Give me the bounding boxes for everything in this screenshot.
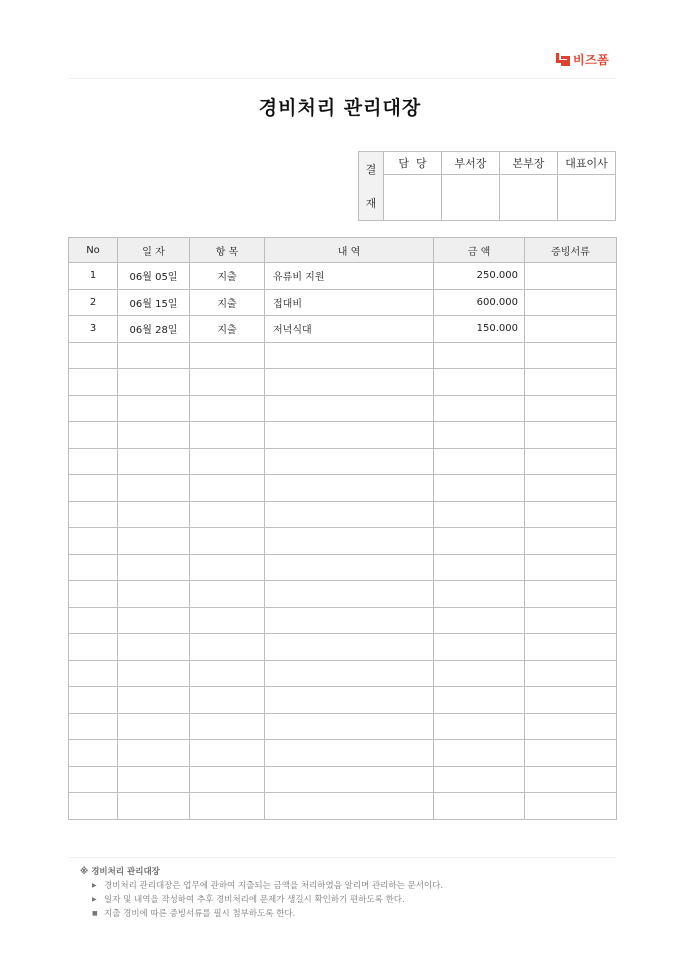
approval-side-char: 재: [365, 197, 377, 210]
cell-category[interactable]: [190, 475, 265, 502]
cell-no[interactable]: 1: [69, 263, 118, 290]
note-item: [80, 907, 443, 921]
cell-receipt[interactable]: [525, 766, 617, 793]
column-header: 내 역: [265, 238, 434, 263]
cell-category[interactable]: [190, 660, 265, 687]
cell-amount[interactable]: [434, 342, 525, 369]
column-header: 금 액: [434, 238, 525, 263]
cell-description[interactable]: [265, 713, 434, 740]
cell-receipt[interactable]: [525, 369, 617, 396]
cell-receipt[interactable]: [525, 528, 617, 555]
brand-logo: [556, 51, 609, 68]
note-item: [80, 893, 443, 907]
cell-receipt[interactable]: [525, 475, 617, 502]
cell-description[interactable]: [265, 581, 434, 608]
cell-amount[interactable]: [434, 528, 525, 555]
column-header: 증빙서류: [525, 238, 617, 263]
cell-category[interactable]: [190, 766, 265, 793]
cell-amount[interactable]: [434, 554, 525, 581]
cell-receipt[interactable]: [525, 687, 617, 714]
approval-sign-cell[interactable]: [442, 175, 500, 221]
cell-no[interactable]: 3: [69, 316, 118, 343]
cell-no[interactable]: [69, 501, 118, 528]
approval-role: 부서장: [442, 152, 500, 175]
cell-amount[interactable]: [434, 634, 525, 661]
cell-category[interactable]: [190, 687, 265, 714]
cell-no[interactable]: [69, 369, 118, 396]
cell-receipt[interactable]: [525, 263, 617, 290]
cell-date[interactable]: [118, 607, 190, 634]
table-row: [69, 289, 617, 316]
cell-description[interactable]: [265, 766, 434, 793]
cell-receipt[interactable]: [525, 316, 617, 343]
table-row: [69, 316, 617, 343]
approval-sign-cell[interactable]: [384, 175, 442, 221]
approval-role: 담 당: [384, 152, 442, 175]
cell-amount[interactable]: [434, 660, 525, 687]
cell-amount[interactable]: [434, 501, 525, 528]
cell-date[interactable]: [118, 554, 190, 581]
cell-description[interactable]: [265, 634, 434, 661]
cell-date[interactable]: [118, 395, 190, 422]
note-text: 지출 경비에 따른 증빙서류를 필시 첨부하도록 한다.: [104, 909, 296, 919]
table-row-empty: [69, 342, 617, 369]
cell-description[interactable]: [265, 501, 434, 528]
cell-no[interactable]: [69, 607, 118, 634]
cell-amount[interactable]: [434, 793, 525, 820]
cell-receipt[interactable]: [525, 713, 617, 740]
square-bullet-icon: ■: [92, 910, 98, 917]
table-header-row: [69, 238, 617, 263]
table-row-empty: [69, 581, 617, 608]
cell-date[interactable]: 06월 05일: [118, 263, 190, 290]
cell-category[interactable]: [190, 448, 265, 475]
cell-date[interactable]: [118, 740, 190, 767]
cell-category[interactable]: [190, 554, 265, 581]
cell-description[interactable]: [265, 369, 434, 396]
cell-description[interactable]: 저녁식대: [265, 316, 434, 343]
cell-category[interactable]: [190, 501, 265, 528]
bottom-divider: [68, 857, 616, 858]
cell-no[interactable]: [69, 448, 118, 475]
cell-no[interactable]: [69, 634, 118, 661]
note-text: 경비처리 관리대장은 업무에 관하여 지출되는 금액을 처리하였음 알리며 관리하는 문서이다.: [104, 881, 444, 891]
cell-description[interactable]: [265, 607, 434, 634]
table-row-empty: [69, 793, 617, 820]
cell-description[interactable]: [265, 660, 434, 687]
brand-name: 비즈폼: [573, 53, 610, 67]
column-header: 일 자: [118, 238, 190, 263]
note-text: 일자 및 내역을 작성하여 추후 경비처리에 문제가 생길시 확인하기 편하도록 한다.: [104, 895, 405, 905]
table-row-empty: [69, 501, 617, 528]
cell-receipt[interactable]: [525, 395, 617, 422]
cell-date[interactable]: [118, 634, 190, 661]
cell-no[interactable]: [69, 422, 118, 449]
cell-date[interactable]: 06월 28일: [118, 316, 190, 343]
cell-date[interactable]: [118, 475, 190, 502]
cell-description[interactable]: [265, 342, 434, 369]
cell-no[interactable]: [69, 687, 118, 714]
cell-description[interactable]: [265, 475, 434, 502]
cell-date[interactable]: [118, 448, 190, 475]
cell-category[interactable]: [190, 713, 265, 740]
expense-ledger-table: [68, 237, 617, 820]
cell-receipt[interactable]: [525, 607, 617, 634]
cell-description[interactable]: [265, 793, 434, 820]
cell-category[interactable]: [190, 342, 265, 369]
table-row-empty: [69, 607, 617, 634]
cell-receipt[interactable]: [525, 634, 617, 661]
cell-description[interactable]: [265, 740, 434, 767]
cell-amount[interactable]: [434, 581, 525, 608]
cell-category[interactable]: [190, 793, 265, 820]
table-row: [69, 263, 617, 290]
cell-description[interactable]: [265, 687, 434, 714]
note-item: [80, 879, 443, 893]
triangle-bullet-icon: ▶: [92, 882, 97, 889]
cell-date[interactable]: [118, 660, 190, 687]
cell-no[interactable]: [69, 581, 118, 608]
cell-receipt[interactable]: [525, 289, 617, 316]
table-row-empty: [69, 634, 617, 661]
cell-date[interactable]: [118, 581, 190, 608]
cell-no[interactable]: [69, 660, 118, 687]
column-header: No: [69, 238, 118, 263]
cell-description[interactable]: 유류비 지원: [265, 263, 434, 290]
cell-no[interactable]: [69, 395, 118, 422]
document-title: 경비처리 관리대장: [258, 97, 422, 119]
cell-category[interactable]: [190, 607, 265, 634]
notes-section: [80, 866, 443, 921]
cell-receipt[interactable]: [525, 660, 617, 687]
table-row-empty: [69, 448, 617, 475]
approval-sign-cell[interactable]: [500, 175, 558, 221]
cell-no[interactable]: [69, 475, 118, 502]
column-header: 항 목: [190, 238, 265, 263]
cell-no[interactable]: [69, 793, 118, 820]
cell-description[interactable]: [265, 528, 434, 555]
table-row-empty: [69, 740, 617, 767]
cell-category[interactable]: [190, 740, 265, 767]
approval-role: 대표이사: [558, 152, 616, 175]
cell-amount[interactable]: [434, 422, 525, 449]
triangle-bullet-icon: ▶: [92, 896, 97, 903]
cell-receipt[interactable]: [525, 448, 617, 475]
approval-role: 본부장: [500, 152, 558, 175]
cell-receipt[interactable]: [525, 581, 617, 608]
brand-logo-icon: [556, 53, 570, 66]
cell-no[interactable]: [69, 554, 118, 581]
cell-category[interactable]: [190, 581, 265, 608]
cell-date[interactable]: [118, 369, 190, 396]
cell-amount[interactable]: [434, 369, 525, 396]
cell-category[interactable]: [190, 422, 265, 449]
cell-date[interactable]: 06월 15일: [118, 289, 190, 316]
cell-amount[interactable]: 600.000: [434, 289, 525, 316]
cell-receipt[interactable]: [525, 342, 617, 369]
table-row-empty: [69, 766, 617, 793]
cell-amount[interactable]: 250.000: [434, 263, 525, 290]
cell-date[interactable]: [118, 422, 190, 449]
cell-date[interactable]: [118, 766, 190, 793]
cell-no[interactable]: [69, 713, 118, 740]
top-divider: [68, 78, 616, 79]
cell-amount[interactable]: [434, 395, 525, 422]
table-row-empty: [69, 713, 617, 740]
cell-amount[interactable]: [434, 607, 525, 634]
table-row-empty: [69, 660, 617, 687]
cell-category[interactable]: [190, 395, 265, 422]
cell-category[interactable]: 지출: [190, 316, 265, 343]
cell-no[interactable]: 2: [69, 289, 118, 316]
cell-category[interactable]: [190, 528, 265, 555]
cell-no[interactable]: [69, 342, 118, 369]
cell-date[interactable]: [118, 793, 190, 820]
cell-no[interactable]: [69, 766, 118, 793]
cell-date[interactable]: [118, 342, 190, 369]
cell-no[interactable]: [69, 740, 118, 767]
cell-category[interactable]: 지출: [190, 289, 265, 316]
cell-category[interactable]: [190, 369, 265, 396]
cell-amount[interactable]: [434, 766, 525, 793]
cell-description[interactable]: [265, 554, 434, 581]
table-row-empty: [69, 528, 617, 555]
cell-date[interactable]: [118, 713, 190, 740]
cell-description[interactable]: [265, 395, 434, 422]
table-row-empty: [69, 369, 617, 396]
cell-date[interactable]: [118, 528, 190, 555]
cell-no[interactable]: [69, 528, 118, 555]
notes-title: ※ 경비처리 관리대장: [80, 867, 160, 877]
approval-side-label: [359, 152, 384, 221]
approval-sign-cell[interactable]: [558, 175, 616, 221]
cell-receipt[interactable]: [525, 422, 617, 449]
approval-side-char: 결: [365, 163, 377, 176]
table-row-empty: [69, 475, 617, 502]
table-row-empty: [69, 554, 617, 581]
approval-box: [358, 151, 616, 221]
cell-date[interactable]: [118, 687, 190, 714]
cell-amount[interactable]: 150.000: [434, 316, 525, 343]
cell-amount[interactable]: [434, 475, 525, 502]
cell-category[interactable]: [190, 634, 265, 661]
cell-amount[interactable]: [434, 713, 525, 740]
table-row-empty: [69, 395, 617, 422]
table-row-empty: [69, 422, 617, 449]
cell-category[interactable]: 지출: [190, 263, 265, 290]
cell-amount[interactable]: [434, 448, 525, 475]
cell-amount[interactable]: [434, 740, 525, 767]
cell-amount[interactable]: [434, 687, 525, 714]
cell-description[interactable]: 접대비: [265, 289, 434, 316]
cell-receipt[interactable]: [525, 554, 617, 581]
cell-description[interactable]: [265, 448, 434, 475]
cell-receipt[interactable]: [525, 501, 617, 528]
table-row-empty: [69, 687, 617, 714]
cell-description[interactable]: [265, 422, 434, 449]
cell-receipt[interactable]: [525, 793, 617, 820]
cell-date[interactable]: [118, 501, 190, 528]
cell-receipt[interactable]: [525, 740, 617, 767]
